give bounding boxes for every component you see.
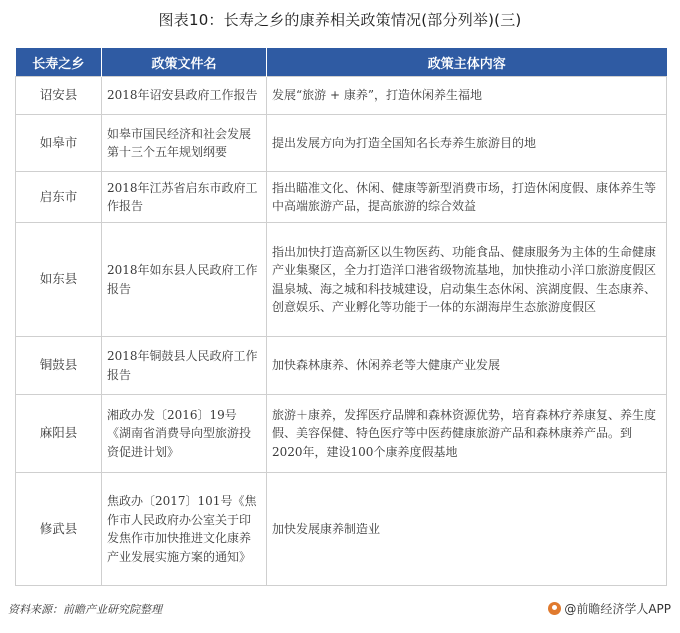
content-cell: 发展“旅游 + 康养”，打造休闲养生福地 — [267, 77, 667, 115]
town-cell: 如东县 — [16, 223, 102, 337]
document-cell: 2018年铜鼓县人民政府工作报告 — [102, 337, 267, 395]
table-header-row — [16, 48, 667, 77]
table-row — [16, 473, 667, 586]
content-cell: 加快森林康养、休闲养老等大健康产业发展 — [267, 337, 667, 395]
document-cell: 2018年诏安县政府工作报告 — [102, 77, 267, 115]
document-cell: 如皋市国民经济和社会发展第十三个五年规划纲要 — [102, 115, 267, 172]
town-cell: 诏安县 — [16, 77, 102, 115]
document-cell: 焦政办〔2017〕101号《焦作市人民政府办公室关于印发焦作市加快推进文化康养产业发展实施方案的通知》 — [102, 473, 267, 586]
town-cell: 铜鼓县 — [16, 337, 102, 395]
content-cell: 加快发展康养制造业 — [267, 473, 667, 586]
chart-title: 图表10：长寿之乡的康养相关政策情况(部分列举)(三) — [158, 11, 522, 29]
table-row — [16, 223, 667, 337]
header-town: 长寿之乡 — [16, 48, 102, 77]
table-row — [16, 77, 667, 115]
content-cell: 指出加快打造高新区以生物医药、功能食品、健康服务为主体的生命健康产业集聚区，全力打造洋口港省级物流基地，加快推动小洋口旅游度假区温泉城、海之城和科技城建设，启动集生态休闲、滨湖度假、生态康养、创意娱乐、产业孵化等功能于一体的东湖海岸生态旅游度假区 — [267, 223, 667, 337]
brand-credit — [548, 600, 671, 617]
table-row — [16, 115, 667, 172]
table-row — [16, 337, 667, 395]
town-cell: 启东市 — [16, 172, 102, 223]
table-row — [16, 172, 667, 223]
table-row — [16, 395, 667, 473]
document-cell: 湘政办发〔2016〕19号《湖南省消费导向型旅游投资促进计划》 — [102, 395, 267, 473]
town-cell: 麻阳县 — [16, 395, 102, 473]
policy-table — [15, 48, 667, 586]
document-cell: 2018年如东县人民政府工作报告 — [102, 223, 267, 337]
header-content: 政策主体内容 — [267, 48, 667, 77]
content-cell: 指出瞄准文化、休闲、健康等新型消费市场，打造休闲度假、康体养生等中高端旅游产品，提高旅游的综合效益 — [267, 172, 667, 223]
town-cell: 修武县 — [16, 473, 102, 586]
brand-text: @前瞻经济学人APP — [564, 602, 671, 616]
content-cell: 提出发展方向为打造全国知名长寿养生旅游目的地 — [267, 115, 667, 172]
town-cell: 如皋市 — [16, 115, 102, 172]
brand-logo-icon — [548, 602, 561, 615]
document-cell: 2018年江苏省启东市政府工作报告 — [102, 172, 267, 223]
header-document: 政策文件名 — [102, 48, 267, 77]
source-note: 资料来源：前瞻产业研究院整理 — [8, 603, 162, 616]
content-cell: 旅游＋康养，发挥医疗品牌和森林资源优势，培育森林疗养康复、养生度假、美容保健、特色医疗等中医药健康旅游产品和森林康养产品。到2020年，建设100个康养度假基地 — [267, 395, 667, 473]
